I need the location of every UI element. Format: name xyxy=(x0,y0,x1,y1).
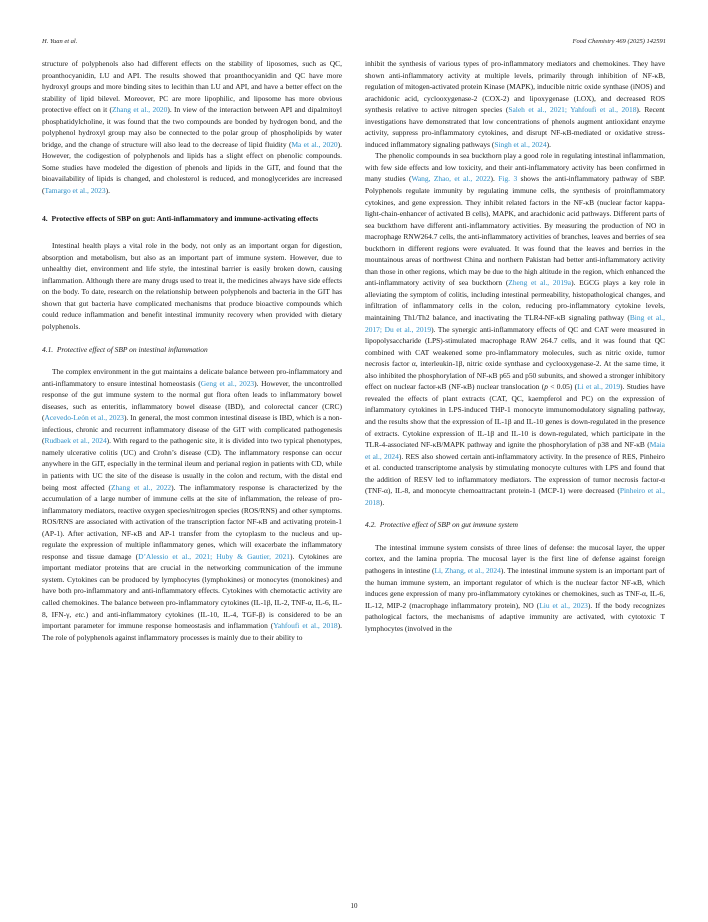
text-run: ). Recent investigations have demonstrated that low concentrations of phenols augment antioxidant enzyme activity, suppress pro-inflammatory cytokines, and disrupt NF-κB-mediated or oxidative stress-induced inflammatory signaling pathways ( xyxy=(365,105,665,149)
text-run: ). The synergic anti-inflammatory effects of QC and CAT were measured in lipopolysaccharide (LPS)-stimulated macrophage RAW 264.7 cells, and it was found that QC combined with CAT weakened some pro-inflammatory molecules, such as nitric oxide, tumor necrosis factor α, interleukin-1β, nitric oxide synthase and cyclooxygenase-2. At the same time, it also inhibited the phosphorylation of NF-κB p65 and p50 subunits, and showed a stronger inhibitory effect on nuclear factor-κB (NF-κB) nuclear translocation ( xyxy=(365,324,665,392)
subsection-heading-4-1: 4.1. Protective effect of SBP on intestinal inflammation xyxy=(42,344,208,354)
text-run: ). With regard to the pathogenic site, it is divided into two typical phenotypes, namely ulcerative colitis (UC) and Crohn’s disease (CD). The inflammatory response can occur anywhere in the GIT, especially in the terminal ileum and perianal region in patients with CD, while in patients with UC the site of the disease is usually in the colon and rectum, with the distal end being most affected ( xyxy=(42,436,342,492)
citation-link[interactable]: Li, Zhang, et al., 2024 xyxy=(434,565,501,575)
page-number: 10 xyxy=(350,902,358,910)
running-header-authors: H. Yuan et al. xyxy=(42,38,78,45)
text-run: ). The intestinal immune system is an important part of the human immune system, an important regulator of which is the nuclear factor NF-κB, which induces gene expression of many pro-inflammatory cytokines or chemokines, such as TNF-α, IL-6, IL-12, MIP-2 (macrophage inflammatory protein), NO ( xyxy=(365,565,665,610)
text-run: ). xyxy=(105,186,110,196)
citation-link[interactable]: Pinheiro et al., 2018 xyxy=(365,486,665,507)
citation-link[interactable]: Zhang et al., 2020 xyxy=(111,105,168,115)
text-run: The phenolic compounds in sea buckthorn play a good role in regulating intestinal inflammation, with few side effects and low toxicity, and their anti-inflammatory activity has been confirmed in many studies ( xyxy=(365,151,665,184)
running-header-journal: Food Chemistry 469 (2025) 142591 xyxy=(572,38,666,45)
italic-text: p xyxy=(544,382,548,392)
paragraph xyxy=(365,150,665,508)
text-run: ). xyxy=(546,139,551,149)
citation-link[interactable]: Wang, Zhao, et al., 2022 xyxy=(411,174,491,184)
text-run: structure of polyphenols also had different effects on the stability of liposomes, such as QC, proanthocyanidin, LU and API. The results showed that proanthocyanidin and QC have more hydroxyl groups and more binding sites to lecithin than LU and API, and have a better effect on the stability of lipid bilevel. Moreover, PC are more lipophilic, and liposome has more obvious protective effect on it ( xyxy=(42,59,342,115)
citation-link[interactable]: Zheng et al., 2019a xyxy=(508,278,572,288)
paragraph xyxy=(42,366,342,643)
citation-link[interactable]: D’Alessio et al., 2021; Huby & Gautier, 2021 xyxy=(138,551,291,561)
text-run: ). xyxy=(379,497,385,507)
text-run: ). In view of the interaction between API and dipalmitoyl phosphatidylcholine, it was found that the two compounds are bonded by hydrogen bond, and the polyphenol hydroxyl group may also be connected to the polar group of phospholipids by water bridge, and the change of structure will also lead to the decrease of lipid fluidity ( xyxy=(42,105,342,149)
text-run: ). The role of polyphenols against inflammatory processes is mainly due to their ability to xyxy=(42,621,342,642)
text-run: ). If the body recognizes pathological factors, the mechanisms of adaptive immunity are activated, with cytotoxic T lymphocytes (involved in the xyxy=(365,600,665,633)
citation-link[interactable]: Li et al., 2019 xyxy=(577,382,621,392)
text-run: ). In general, the most common intestinal disease is IBD, which is a non-infectious, chronic and recurrent inflammatory disease of the GIT with complicated pathogenesis ( xyxy=(42,413,342,446)
text-run: ) and anti-inflammatory cytokines (IL-10, IL-4, TGF-β) is considered to be an important parameter for immune response homeostasis and inflammation ( xyxy=(42,609,342,631)
citation-link[interactable]: Zhang et al., 2022 xyxy=(111,482,172,492)
text-run: ). However, the uncontrolled response of the gut immune system to the normal gut flora often leads to inflammatory bowel diseases, such as enteritis, inflammatory bowel disease (IBD), and colorectal cancer (CRC) ( xyxy=(42,378,342,423)
citation-link[interactable]: Tamargo et al., 2023 xyxy=(44,186,106,196)
paragraph xyxy=(365,58,665,150)
right-column xyxy=(365,58,665,634)
citation-link[interactable]: Saleh et al., 2021; Yahfoufi et al., 2018 xyxy=(508,105,637,115)
text-run: ). Studies have revealed the effects of plant extracts (CAT, QC, kaempferol and PC) on the expression of inflammatory cytokines in LPS-induced THP-1 monocyte immunomodulatory signaling pathway, and the results show that the expression of IL-1β and IL-10 genes is down-regulated in the presence of extracts. Cytokine expression of IL-1β and IL-10 is down-regulated, which participate in the TLR-4-associated NF-κB/MAPK pathway and ignite the phosphorylation of p38 and NF-κB ( xyxy=(365,382,665,450)
text-run: ). RES also showed certain anti-inflammatory activity. In the presence of RES, Pinheiro et al. conducted transcriptome analysis by stimulating monocyte cultures with LPS and found that the addition of RESV led to inflammatory mediators. The expression of tumor necrosis factor-α (TNF-α), IL-8, and monocyte chemoattractant protein-1 (MCP-1) were decreased ( xyxy=(365,451,665,496)
citation-link[interactable]: Bing et al., 2017; Du et al., 2019 xyxy=(365,313,666,334)
citation-link[interactable]: Fig. 3 xyxy=(498,174,518,184)
text-run: inhibit the synthesis of various types of pro-inflammatory mediators and chemokines. They have shown anti-inflammatory activity at multiple levels, primarily through inhibition of NF-κB, regulation of mitogen-activated protein Kinase (MAPK), inducible nitric oxide synthase (iNOS) and arachidonic acid, cyclooxygenase-2 (COX-2) and lipoxygenase (LOX), and decreased ROS synthesis relative to active nitrogen species ( xyxy=(365,59,665,115)
citation-link[interactable]: Geng et al., 2023 xyxy=(200,378,255,388)
text-run: The intestinal immune system consists of three lines of defense: the mucosal layer, the upper cortex, and the lamina propria. The mucosal layer is the first line of defense against foreign pathogens in intestine ( xyxy=(365,542,665,575)
subsection-heading-4-2: 4.2. Protective effect of SBP on gut immune system xyxy=(365,520,519,530)
paragraph xyxy=(365,542,665,634)
citation-link[interactable]: Ma et al., 2020 xyxy=(291,139,338,149)
citation-link[interactable]: Singh et al., 2024 xyxy=(494,139,547,149)
text-run: ). xyxy=(490,174,499,184)
text-run: ). EGCG plays a key role in alleviating the symptom of colitis, including intestinal permeability, histopathological changes, and infiltration of inflammatory cells in the colon, reducing pro-inflammatory cytokine levels, maintaining Th1/Th2 balance, and inactivating the TLR4-NF-κB signaling pathway ( xyxy=(365,278,665,323)
section-heading-4: 4. Protective effects of SBP on gut: Anti-inflammatory and immune-activating effects xyxy=(42,213,319,223)
left-column xyxy=(42,58,342,643)
text-run: < 0.05) ( xyxy=(547,382,578,392)
italic-text: etc. xyxy=(75,609,86,619)
text-run: ). The inflammatory response is characterized by the accumulation of a large number of immune cells at the site of inflammation, the release of pro-inflammatory mediators, reactive oxygen species/nitrogen species (ROS/RNS) and other symptoms. ROS/RNS are associated with activation of the transcription factor NF-κB and activating protein-1 (AP-1). After activation, NF-κB and AP-1 transfer from the cytoplasm to the nucleus and up-regulate the expression of multiple inflammatory genes, which will exacerbate the inflammatory response and tissue damage ( xyxy=(42,482,342,561)
paragraph xyxy=(42,240,342,332)
citation-link[interactable]: Maia et al., 2024 xyxy=(365,440,665,461)
text-run: The complex environment in the gut maintains a delicate balance between pro-inflammatory and anti-inflammatory to ensure intestinal homeostasis ( xyxy=(42,367,342,388)
text-run: shows the anti-inflammatory pathway of SBP. Polyphenols regulate immunity by regulating immune cells, the synthesis of proinflammatory cytokines, and gene expression. They inhibit related factors in the NF-κB (nuclear factor kappa-light-chain-enhancer of activated B cells), MAPK, and arachidonic acid pathways. Different parts of sea buckthorn have different anti-inflammatory activities. By measuring the production of NO in macrophage RNW264.7 cells, the anti-inflammatory activities of branches, leaves and berries of sea buckthorn in different regions were evaluated. It was found that the leaves and berries in the mountainous areas of northwest China and northern Pakistan had better anti-inflammatory activity than those in other regions, which may be due to the high altitude in the region, which enhanced the anti-inflammatory activity of sea buckthorn ( xyxy=(365,174,665,288)
text-run: ). However, the codigestion of polyphenols and lipids has a slight effect on phenolic compounds. Some studies have modeled the digestion of phenols and lipids in the GIT, and found that the bioavailability of lipids is changed, and cholesterol is reduced, and monoglycerides are increased ( xyxy=(42,139,342,196)
citation-link[interactable]: Yahfoufi et al., 2018 xyxy=(273,621,338,631)
paragraph xyxy=(42,58,342,197)
text-run: ). Cytokines are important mediator proteins that are crucial in the networking communication of the immune system. Cytokines can be produced by lymphocytes (lymphokines) or monocytes (monokines) and have both pro-inflammatory and anti-inflammatory effects. Cytokines with chemotactic activity are called chemokines. The balance between pro-inflammatory cytokines (IL-1β, IL-2, TNF-α, IL-6, IL-8, IFN-γ, xyxy=(42,551,342,619)
text-run: Intestinal health plays a vital role in the body, not only as an important organ for digestion, absorption and metabolism, but also as an important part of immune system. However, due to unhealthy diet, environment and life style, the intestinal barrier is easily broken down, causing inflammation. Although there are many drugs used to treat it, the medicines always have side effects on the body. To date, research on the relationship between polyphenols and bacteria in the GIT has shown that gut bacteria have complicated mechanisms that produce bioactive compounds which could reduce inflammation and benefit intestinal immunity recovery when provided with dietary polyphenols. xyxy=(42,241,342,331)
citation-link[interactable]: Acevedo-León et al., 2023 xyxy=(44,413,124,423)
citation-link[interactable]: Liu et al., 2023 xyxy=(539,600,588,610)
citation-link[interactable]: Rudbaek et al., 2024 xyxy=(44,436,107,446)
